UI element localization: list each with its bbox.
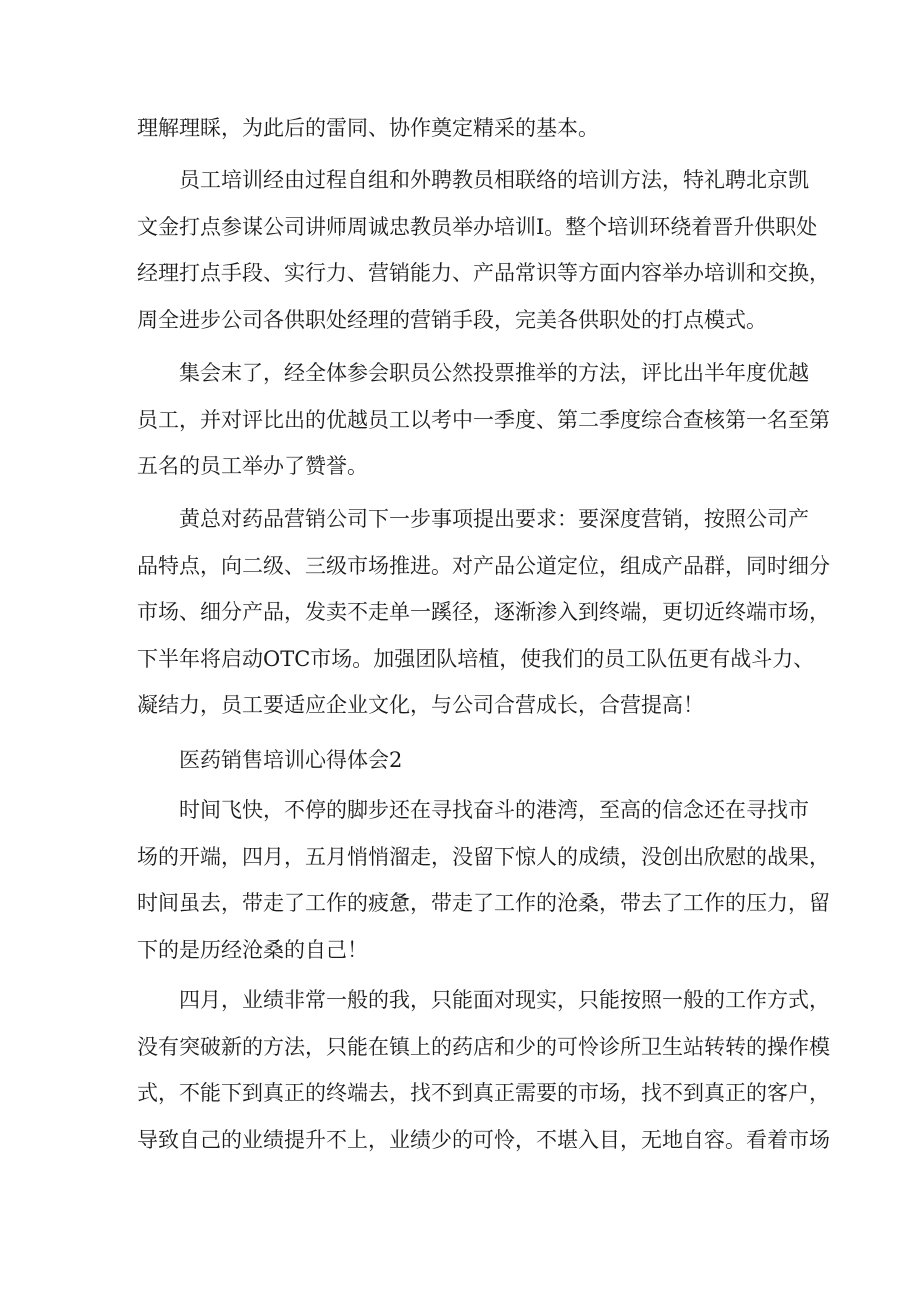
text-line: 理解理睬，为此后的雷同、协作奠定精采的基本。 bbox=[137, 116, 599, 140]
paragraph-5 bbox=[137, 787, 830, 973]
text-line: 经理打点手段、实行力、营销能力、产品常识等方面内容举办培训和交换， bbox=[137, 261, 830, 285]
paragraph-6 bbox=[137, 977, 830, 1163]
text-line: 周全进步公司各供职处经理的营销手段，完美各供职处的打点模式。 bbox=[137, 307, 767, 332]
paragraph-2 bbox=[137, 157, 830, 343]
text-line: 员工培训经由过程自组和外聘教员相联络的培训方法，特礼聘北京凯 bbox=[179, 168, 809, 192]
text-line: 五名的员工举办了赞誉。 bbox=[137, 454, 368, 478]
text-line: 时间飞快，不停的脚步还在寻找奋斗的港湾，至高的信念还在寻找市 bbox=[179, 798, 809, 822]
text-line: 导致自己的业绩提升不上，业绩少的可怜，不堪入目，无地自容。看着市场 bbox=[137, 1127, 830, 1152]
heading-line: 医药销售培训心得体会2 bbox=[179, 748, 403, 772]
paragraph-4 bbox=[137, 496, 830, 729]
text-line: 时间虽去，带走了工作的疲惫，带走了工作的沧桑，带去了工作的压力，留 bbox=[137, 891, 830, 915]
text-line: 没有突破新的方法，只能在镇上的药店和少的可怜诊所卫生站转转的操作模 bbox=[137, 1034, 830, 1059]
text-line: 四月，业绩非常一般的我，只能面对现实，只能按照一般的工作方式， bbox=[179, 988, 830, 1012]
section-heading bbox=[137, 737, 797, 784]
text-line: 黄总对药品营销公司下一步事项提出要求：要深度营销，按照公司产 bbox=[179, 507, 809, 531]
text-line: 文金打点参谋公司讲师周诚忠教员举办培训Ⅰ。整个培训环绕着晋升供职处 bbox=[137, 214, 818, 239]
text-line: 集会末了，经全体参会职员公然投票推举的方法，评比出半年度优越 bbox=[179, 361, 809, 385]
paragraph-1 bbox=[137, 105, 797, 152]
paragraph-3 bbox=[137, 350, 830, 490]
text-line: 员工，并对评比出的优越员工以考中一季度、第二季度综合查核第一名至第 bbox=[137, 407, 830, 432]
text-line: 式，不能下到真正的终端去，找不到真正需要的市场，找不到真正的客户， bbox=[137, 1081, 830, 1105]
text-line: 市场、细分产品，发卖不走单一蹊径，逐渐渗入到终端，更切近终端市场， bbox=[137, 600, 830, 624]
text-line: 下半年将启动OTC市场。加强团队培植，使我们的员工队伍更有战斗力、 bbox=[137, 646, 815, 671]
text-line: 凝结力，员工要适应企业文化，与公司合营成长，合营提高！ bbox=[137, 693, 704, 717]
text-line: 场的开端，四月，五月悄悄溜走，没留下惊人的成绩，没创出欣慰的战果， bbox=[137, 844, 830, 869]
text-line: 品特点，向二级、三级市场推进。对产品公道定位，组成产品群，同时细分 bbox=[137, 553, 830, 578]
text-line: 下的是历经沧桑的自己！ bbox=[137, 937, 368, 962]
